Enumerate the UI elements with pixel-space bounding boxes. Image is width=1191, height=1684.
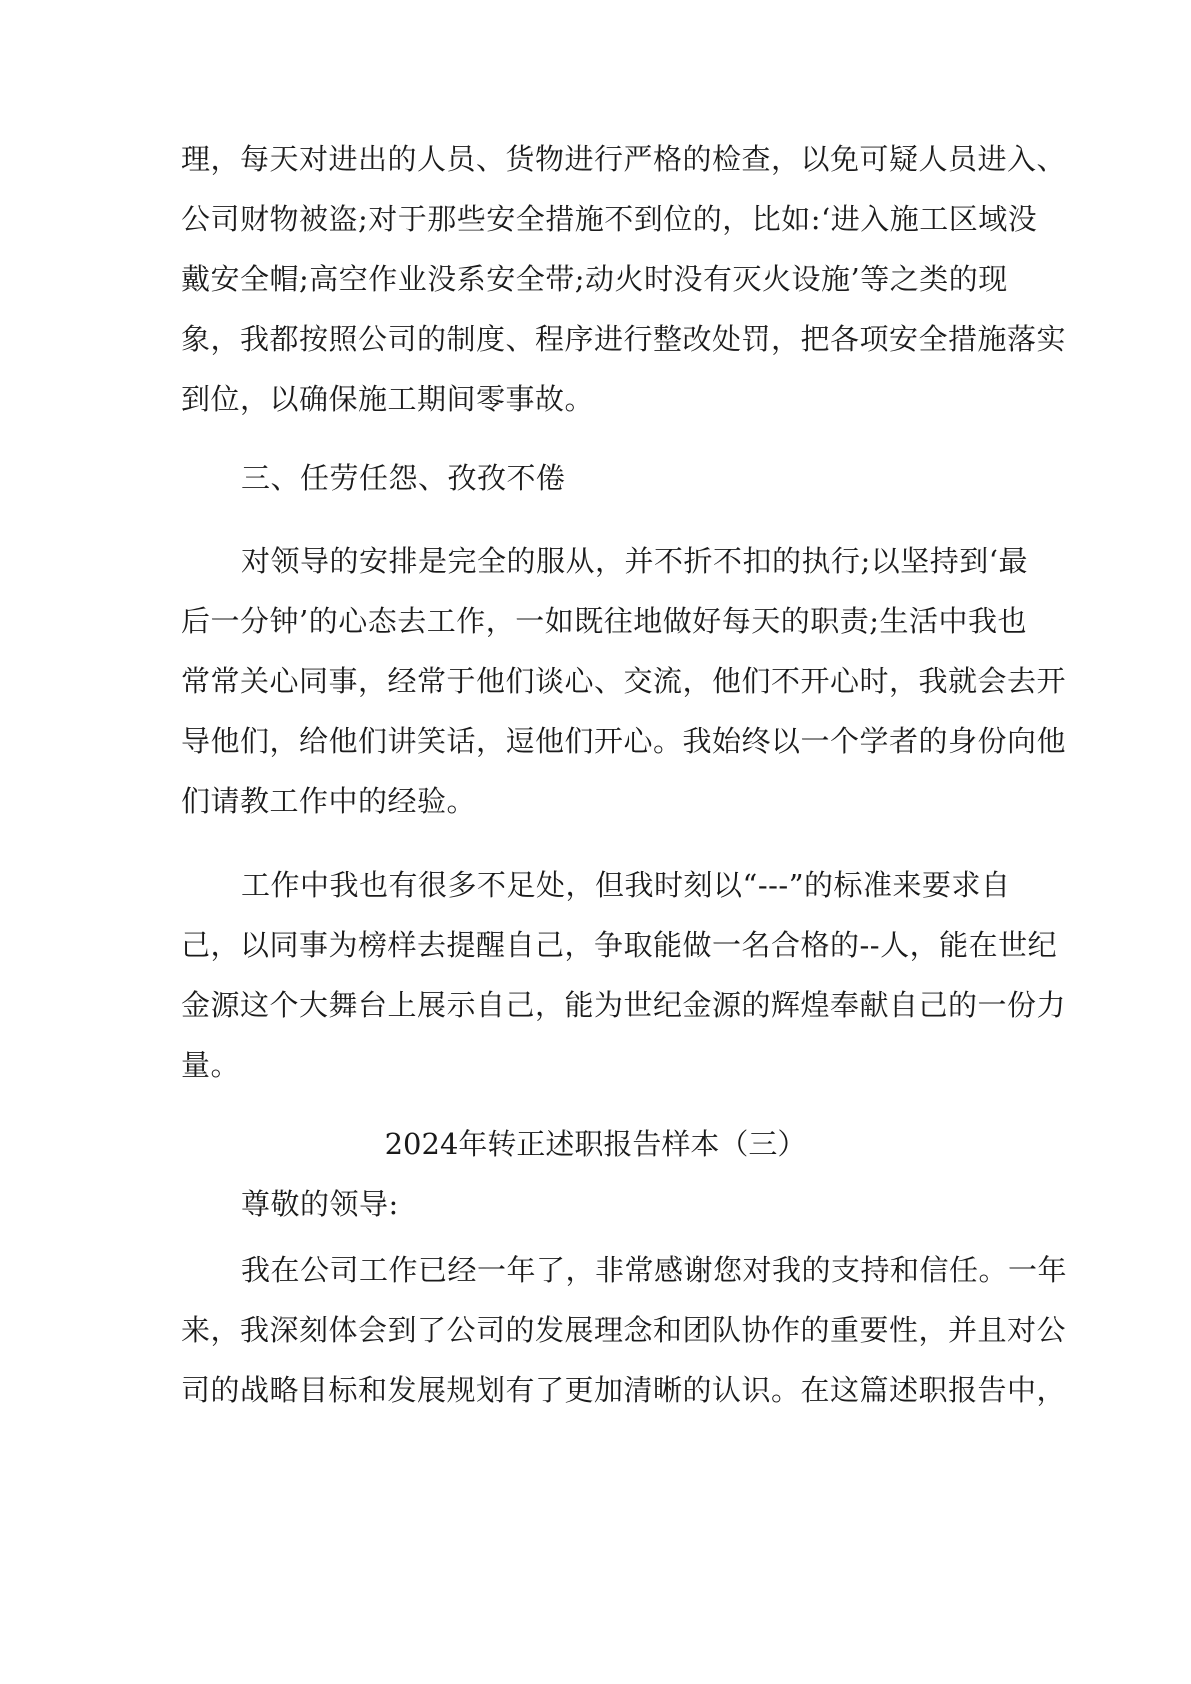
section-heading: 三、任劳任怨、孜孜不倦	[241, 461, 566, 495]
paragraph-4-line-3: 司的战略目标和发展规划有了更加清晰的认识。在这篇述职报告中，	[181, 1373, 1067, 1407]
paragraph-3-line-4: 量。	[181, 1048, 241, 1082]
paragraph-4-line-1: 我在公司工作已经一年了，非常感谢您对我的支持和信任。一年	[241, 1253, 1068, 1287]
paragraph-1-line-3: 戴安全帽;高空作业没系安全带;动火时没有灭火设施’等之类的现	[181, 262, 1008, 296]
document-title: 2024年转正述职报告样本（三）	[384, 1127, 807, 1161]
paragraph-2-line-3: 常常关心同事，经常于他们谈心、交流，他们不开心时，我就会去开	[181, 664, 1067, 698]
paragraph-2-line-5: 们请教工作中的经验。	[181, 784, 477, 818]
paragraph-3-line-3: 金源这个大舞台上展示自己，能为世纪金源的辉煌奉献自己的一份力	[181, 988, 1067, 1022]
paragraph-2-line-1: 对领导的安排是完全的服从，并不折不扣的执行;以坚持到‘最	[241, 544, 1028, 578]
paragraph-3-line-2: 己，以同事为榜样去提醒自己，争取能做一名合格的--人，能在世纪	[181, 928, 1058, 962]
paragraph-2-line-4: 导他们，给他们讲笑话，逗他们开心。我始终以一个学者的身份向他	[181, 724, 1067, 758]
paragraph-1-line-2: 公司财物被盗;对于那些安全措施不到位的，比如:‘进入施工区域没	[181, 202, 1038, 236]
paragraph-3-line-1: 工作中我也有很多不足处，但我时刻以“---”的标准来要求自	[241, 868, 1011, 902]
paragraph-2-line-2: 后一分钟’的心态去工作，一如既往地做好每天的职责;生活中我也	[181, 604, 1027, 638]
salutation: 尊敬的领导:	[241, 1187, 399, 1221]
paragraph-1-line-5: 到位，以确保施工期间零事故。	[181, 382, 595, 416]
paragraph-1-line-4: 象，我都按照公司的制度、程序进行整改处罚，把各项安全措施落实	[181, 322, 1067, 356]
paragraph-1-line-1: 理，每天对进出的人员、货物进行严格的检查，以免可疑人员进入、	[181, 142, 1067, 176]
paragraph-4-line-2: 来，我深刻体会到了公司的发展理念和团队协作的重要性，并且对公	[181, 1313, 1067, 1347]
